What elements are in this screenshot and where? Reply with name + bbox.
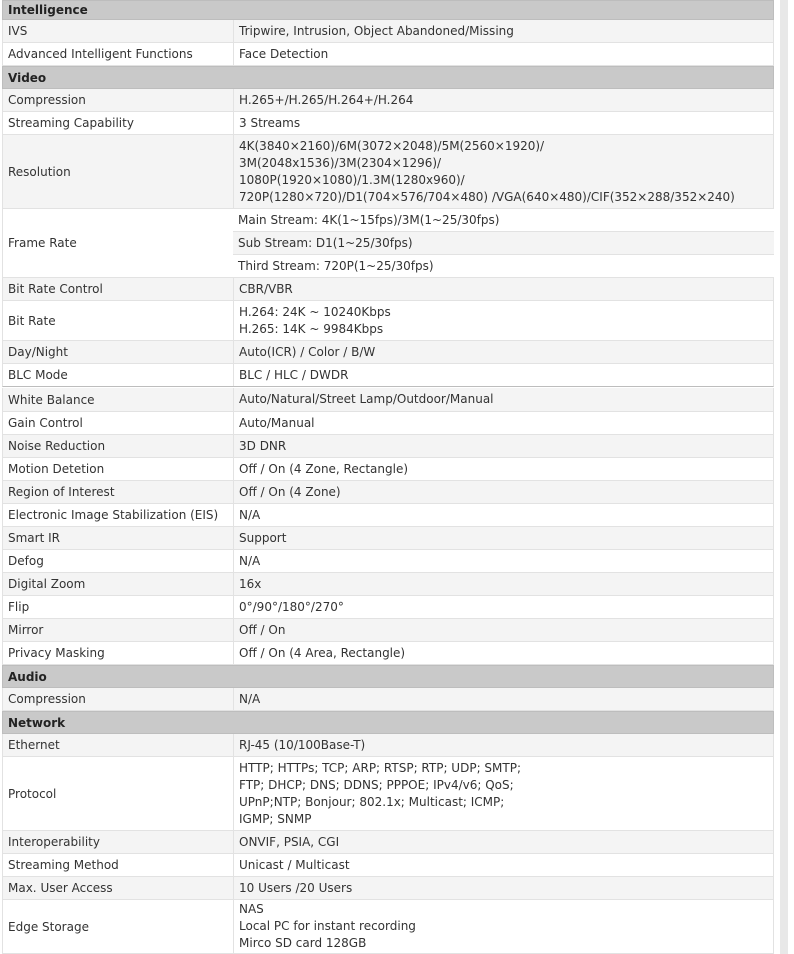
spec-value: H.264: 24K ~ 10240Kbps H.265: 14K ~ 9984Kbps: [239, 304, 391, 336]
spec-label: Compression: [3, 89, 234, 111]
spec-row-bit-rate-control: [2, 278, 774, 301]
section-header-network: Network: [2, 711, 774, 734]
spec-label: Compression: [3, 688, 234, 710]
spec-row-blc-mode: [2, 364, 774, 387]
spec-value: ONVIF, PSIA, CGI: [239, 834, 340, 849]
spec-value: N/A: [239, 691, 261, 706]
spec-value: 4K(3840×2160)/6M(3072×2048)/5M(2560×1920)/ 3M(2048x1536)/3M(2304×1296)/ 1080P(1920×1080)/1.3M(1280x960)/ 720P(1280×720)/D1(704×576/704×480) /VGA(640×480)/CIF(352×288/352×240): [239, 138, 735, 204]
spec-row-interoperability: [2, 831, 774, 854]
spec-value: Auto(ICR) / Color / B/W: [239, 344, 376, 359]
spec-value: Auto/Natural/Street Lamp/Outdoor/Manual: [239, 392, 494, 406]
spec-value: 16x: [239, 576, 262, 591]
spec-label: Max. User Access: [3, 877, 234, 899]
spec-label: Flip: [3, 596, 234, 618]
spec-table: [2, 0, 776, 954]
spec-row-privacy-masking: [2, 642, 774, 665]
spec-row-audio-compression: [2, 688, 774, 711]
spec-row-streaming-method: [2, 854, 774, 877]
spec-value: N/A: [239, 507, 261, 522]
spec-row-advanced-intelligent-functions: [2, 43, 774, 66]
spec-row-digital-zoom: [2, 573, 774, 596]
spec-label: Motion Detetion: [3, 458, 234, 480]
spec-label: Bit Rate Control: [3, 278, 234, 300]
spec-value: H.265+/H.265/H.264+/H.264: [239, 92, 414, 107]
section-header-video: Video: [2, 66, 774, 89]
spec-label: Mirror: [3, 619, 234, 641]
spec-label: Privacy Masking: [3, 642, 234, 664]
spec-value: 10 Users /20 Users: [239, 880, 353, 895]
spec-value: NAS Local PC for instant recording Mirco SD card 128GB: [239, 902, 416, 950]
spec-value: Off / On (4 Area, Rectangle): [239, 645, 406, 660]
spec-value-third-stream: Third Stream: 720P(1~25/30fps): [233, 255, 774, 278]
spec-row-compression: [2, 89, 774, 112]
spec-value: BLC / HLC / DWDR: [239, 367, 349, 382]
spec-value: Off / On: [239, 622, 286, 637]
spec-value: CBR/VBR: [239, 281, 293, 296]
spec-label: Smart IR: [3, 527, 234, 549]
spec-value: RJ-45 (10/100Base-T): [239, 737, 366, 752]
spec-row-smart-ir: [2, 527, 774, 550]
spec-value: Auto/Manual: [239, 415, 315, 430]
spec-label: Bit Rate: [3, 301, 234, 340]
spec-label: Resolution: [3, 135, 234, 208]
spec-row-resolution: [2, 135, 774, 209]
spec-label: Frame Rate: [3, 209, 234, 277]
spec-row-motion-detection: [2, 458, 774, 481]
section-header-audio: Audio: [2, 665, 774, 688]
spec-label: Interoperability: [3, 831, 234, 853]
spec-value-sub-stream: Sub Stream: D1(1~25/30fps): [233, 232, 774, 255]
spec-label: Digital Zoom: [3, 573, 234, 595]
spec-row-bit-rate: [2, 301, 774, 341]
spec-label: BLC Mode: [3, 364, 234, 386]
spec-row-day-night: [2, 341, 774, 364]
spec-value: Face Detection: [239, 46, 329, 61]
spec-row-region-of-interest: [2, 481, 774, 504]
spec-row-flip: [2, 596, 774, 619]
spec-row-defog: [2, 550, 774, 573]
spec-label: Noise Reduction: [3, 435, 234, 457]
spec-value: Support: [239, 530, 287, 545]
vertical-scrollbar[interactable]: [780, 0, 788, 954]
spec-label: Ethernet: [3, 734, 234, 756]
spec-value: 3 Streams: [239, 115, 301, 130]
spec-value: Off / On (4 Zone, Rectangle): [239, 461, 409, 476]
spec-label: Edge Storage: [3, 900, 234, 953]
spec-row-mirror: [2, 619, 774, 642]
spec-label: Advanced Intelligent Functions: [3, 43, 234, 65]
spec-label: Day/Night: [3, 341, 234, 363]
spec-label: Electronic Image Stabilization (EIS): [3, 504, 234, 526]
spec-row-ivs: [2, 20, 774, 43]
spec-row-streaming-capability: [2, 112, 774, 135]
spec-row-ethernet: [2, 734, 774, 757]
spec-label: Gain Control: [3, 412, 234, 434]
spec-value: Tripwire, Intrusion, Object Abandoned/Missing: [239, 23, 514, 38]
spec-label: IVS: [3, 20, 234, 42]
spec-row-protocol: [2, 757, 774, 831]
spec-value: 3D DNR: [239, 438, 287, 453]
spec-value: N/A: [239, 553, 261, 568]
spec-row-gain-control: [2, 412, 774, 435]
spec-value: Off / On (4 Zone): [239, 484, 341, 499]
spec-value: HTTP; HTTPs; TCP; ARP; RTSP; RTP; UDP; SMTP; FTP; DHCP; DNS; DDNS; PPPOE; IPv4/v6; QoS; UPnP;NTP; Bonjour; 802.1x; Multicast; ICMP; IGMP; SNMP: [239, 760, 522, 826]
spec-row-edge-storage: [2, 900, 774, 954]
spec-label: Protocol: [3, 757, 234, 830]
spec-row-noise-reduction: [2, 435, 774, 458]
spec-row-max-user-access: [2, 877, 774, 900]
spec-label: Defog: [3, 550, 234, 572]
spec-label: Streaming Method: [3, 854, 234, 876]
spec-label: Region of Interest: [3, 481, 234, 503]
spec-label: White Balance: [3, 388, 234, 411]
spec-label: Streaming Capability: [3, 112, 234, 134]
spec-value-main-stream: Main Stream: 4K(1~15fps)/3M(1~25/30fps): [233, 209, 774, 232]
spec-value: 0°/90°/180°/270°: [239, 599, 344, 614]
spec-value: Unicast / Multicast: [239, 857, 350, 872]
spec-row-eis: [2, 504, 774, 527]
spec-row-white-balance: [2, 388, 774, 412]
section-header-intelligence: Intelligence: [2, 0, 774, 20]
